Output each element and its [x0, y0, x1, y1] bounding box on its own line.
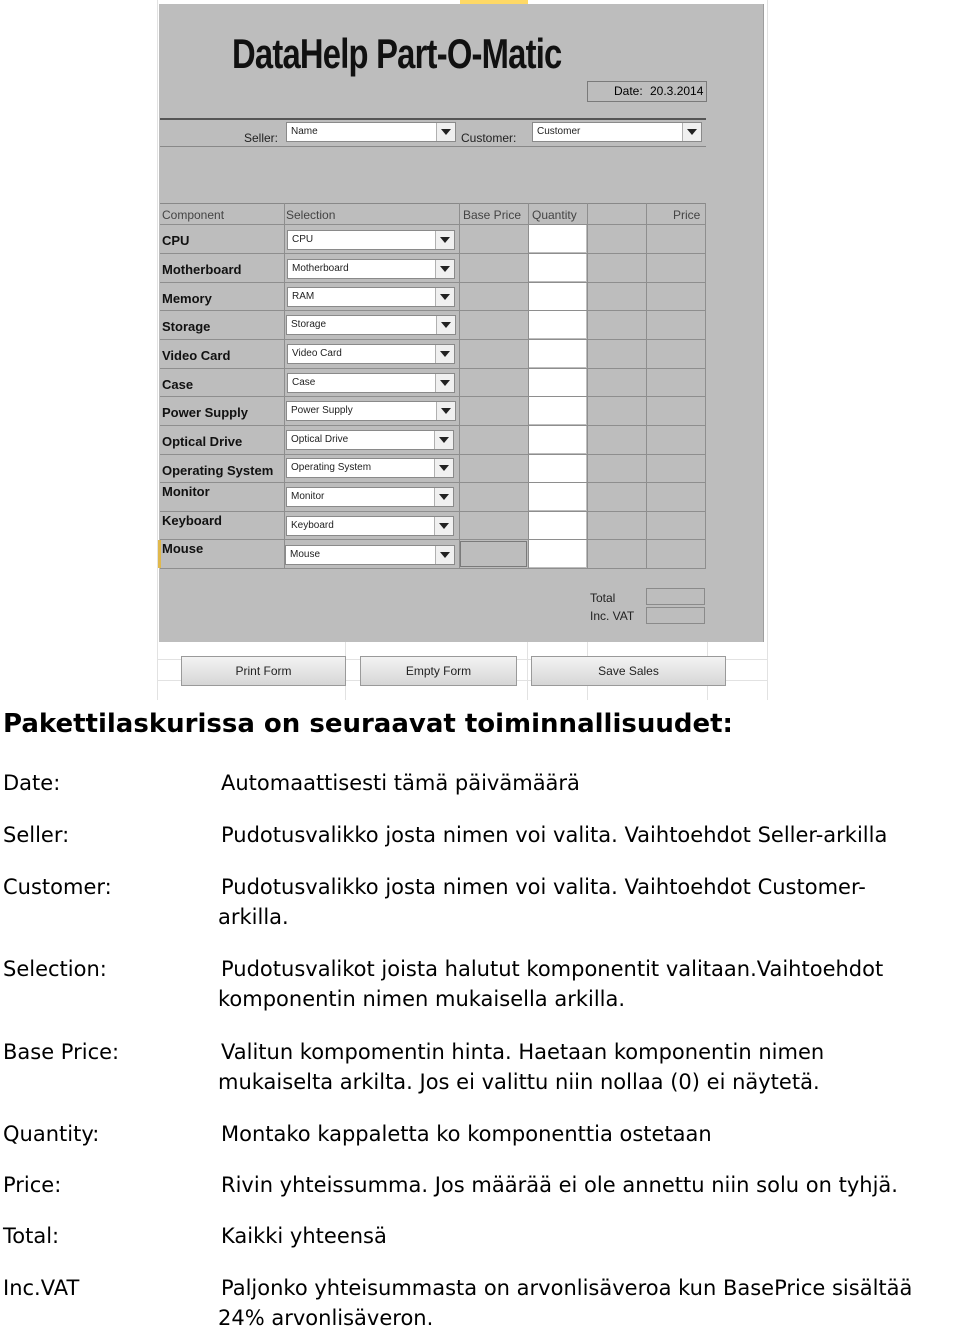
- quantity-cell-storage[interactable]: [529, 311, 586, 338]
- desc-line: Automaattisesti tämä päivämäärä: [221, 771, 580, 795]
- desc-customer: [218, 872, 958, 932]
- column-header-selection: Selection: [286, 208, 336, 222]
- desc-line: Montako kappaletta ko komponenttia ostetaan: [221, 1122, 712, 1146]
- column-separator: [459, 203, 460, 568]
- desc-price: [218, 1170, 958, 1200]
- quantity-cell-power-supply[interactable]: [529, 397, 586, 424]
- customer-label: Customer:: [461, 131, 517, 145]
- chevron-down-icon[interactable]: [435, 374, 454, 392]
- customer-value: Customer: [537, 126, 581, 137]
- selection-dropdown-monitor[interactable]: [286, 487, 454, 507]
- total-cell: [646, 588, 705, 605]
- component-label-power-supply: Power Supply: [162, 405, 248, 420]
- chevron-down-icon[interactable]: [435, 546, 454, 564]
- quantity-cell-operating-system[interactable]: [529, 455, 586, 482]
- desc-line: Kaikki yhteensä: [221, 1224, 387, 1248]
- desc-line: komponentin nimen mukaisella arkilla.: [218, 987, 626, 1011]
- column-separator: [646, 203, 647, 568]
- selection-value: Operating System: [291, 462, 372, 473]
- term-selection: Selection:: [3, 957, 107, 981]
- component-label-monitor: Monitor: [162, 484, 210, 499]
- total-label: Total: [590, 591, 616, 605]
- date-value: 20.3.2014: [650, 84, 704, 98]
- row-line: [160, 396, 706, 397]
- row-line: [160, 454, 706, 455]
- desc-selection: [218, 954, 958, 1014]
- selection-value: Power Supply: [291, 405, 353, 416]
- component-label-motherboard: Motherboard: [162, 262, 242, 277]
- desc-line: Pudotusvalikko josta nimen voi valita. Vaihtoehdot Customer-: [221, 875, 866, 899]
- row-line: [160, 539, 706, 540]
- row-line: [160, 310, 706, 311]
- selection-value: Motherboard: [292, 263, 349, 274]
- chevron-down-icon[interactable]: [435, 231, 454, 249]
- description-heading: Pakettilaskurissa on seuraavat toiminnallisuudet:: [3, 709, 733, 739]
- selection-dropdown-storage[interactable]: [286, 315, 456, 335]
- term-seller: Seller:: [3, 823, 70, 847]
- desc-seller: [218, 820, 958, 850]
- desc-line: 24% arvonlisäveron.: [218, 1306, 434, 1330]
- desc-line: Rivin yhteissumma. Jos määrää ei ole annettu niin solu on tyhjä.: [221, 1173, 898, 1197]
- term-price: Price:: [3, 1173, 62, 1197]
- vat-label: Inc. VAT: [590, 609, 635, 623]
- component-label-mouse: Mouse: [162, 541, 204, 556]
- desc-line: Paljonko yhteisummasta on arvonlisäveroa kun BasePrice sisältää: [221, 1276, 913, 1300]
- selection-dropdown-motherboard[interactable]: [287, 259, 455, 279]
- chevron-down-icon[interactable]: [435, 288, 454, 306]
- selection-value: Monitor: [291, 491, 325, 502]
- seller-label: Seller:: [244, 131, 279, 145]
- desc-date: [218, 768, 958, 798]
- desc-base-price: [218, 1037, 958, 1097]
- chevron-down-icon[interactable]: [434, 431, 453, 449]
- quantity-cell-memory[interactable]: [529, 283, 586, 310]
- form-title: DataHelp Part-O-Matic: [232, 30, 562, 77]
- chevron-down-icon[interactable]: [436, 402, 455, 420]
- selection-dropdown-cpu[interactable]: [287, 230, 455, 250]
- print-form-button[interactable]: Print Form: [181, 656, 346, 686]
- component-label-case: Case: [162, 377, 194, 392]
- term-base-price: Base Price:: [3, 1040, 120, 1064]
- selection-dropdown-operating-system[interactable]: [286, 458, 454, 478]
- selection-dropdown-memory[interactable]: [287, 287, 455, 307]
- vat-cell: [646, 607, 705, 624]
- desc-line: mukaiselta arkilta. Jos ei valittu niin nollaa (0) ei näytetä.: [218, 1070, 820, 1094]
- desc-line: Pudotusvalikko josta nimen voi valita. Vaihtoehdot Seller-arkilla: [221, 823, 888, 847]
- row-line: [160, 339, 706, 340]
- customer-dropdown[interactable]: [532, 122, 702, 142]
- quantity-cell-case[interactable]: [529, 369, 586, 396]
- seller-dropdown[interactable]: [286, 122, 456, 142]
- selection-dropdown-keyboard[interactable]: [286, 516, 454, 536]
- row-line: [160, 282, 706, 283]
- selection-value: Mouse: [290, 549, 321, 560]
- row-line: [160, 425, 706, 426]
- desc-total: [218, 1221, 958, 1251]
- chevron-down-icon[interactable]: [434, 488, 453, 506]
- quantity-cell-monitor[interactable]: [529, 483, 586, 510]
- column-header-price: Price: [673, 208, 701, 222]
- quantity-cell-keyboard[interactable]: [529, 512, 586, 539]
- column-header-base-price: Base Price: [463, 208, 522, 222]
- quantity-cell-video-card[interactable]: [529, 340, 586, 367]
- save-sales-button[interactable]: Save Sales: [531, 656, 726, 686]
- selection-value: Video Card: [292, 348, 342, 359]
- desc-line: Valitun kompomentin hinta. Haetaan komponentin nimen: [221, 1040, 825, 1064]
- quantity-cell-cpu[interactable]: [529, 225, 586, 252]
- selection-dropdown-mouse[interactable]: [285, 545, 455, 565]
- component-label-cpu: CPU: [162, 233, 190, 248]
- chevron-down-icon[interactable]: [434, 459, 453, 477]
- desc-quantity: [218, 1119, 958, 1149]
- term-total: Total:: [3, 1224, 60, 1248]
- column-header-quantity: Quantity: [532, 208, 577, 222]
- selection-dropdown-power-supply[interactable]: [286, 401, 456, 421]
- selection-value: CPU: [292, 234, 314, 245]
- component-label-operating-system: Operating System: [162, 463, 274, 478]
- column-header-component: Component: [162, 208, 225, 222]
- table-top-border: [160, 203, 706, 204]
- selection-dropdown-optical-drive[interactable]: [286, 430, 454, 450]
- quantity-cell-motherboard[interactable]: [529, 254, 586, 281]
- chevron-down-icon[interactable]: [682, 123, 701, 141]
- quantity-cell-optical-drive[interactable]: [529, 426, 586, 453]
- term-customer: Customer:: [3, 875, 112, 899]
- date-cell: [587, 81, 707, 102]
- row-line: [160, 482, 706, 483]
- selection-value: RAM: [292, 291, 315, 302]
- column-separator: [284, 203, 285, 568]
- row-line: [160, 511, 706, 512]
- base-price-cell-mouse[interactable]: [460, 541, 527, 567]
- selection-value: Optical Drive: [291, 434, 349, 445]
- chevron-down-icon[interactable]: [434, 517, 453, 535]
- component-label-memory: Memory: [162, 291, 212, 306]
- selection-dropdown-case[interactable]: [287, 373, 455, 393]
- header-divider: [160, 118, 706, 120]
- row-line: [160, 368, 706, 369]
- empty-form-button[interactable]: Empty Form: [360, 656, 517, 686]
- component-label-storage: Storage: [162, 319, 211, 334]
- component-label-optical-drive: Optical Drive: [162, 434, 243, 449]
- chevron-down-icon[interactable]: [436, 316, 455, 334]
- desc-line: Pudotusvalikot joista halutut komponentit valitaan.Vaihtoehdot: [221, 957, 884, 981]
- chevron-down-icon[interactable]: [435, 260, 454, 278]
- column-separator: [705, 203, 706, 568]
- desc-inc-vat: [218, 1273, 958, 1333]
- term-date: Date:: [3, 771, 61, 795]
- desc-line: arkilla.: [218, 905, 289, 929]
- row-line: [160, 568, 706, 569]
- row-line: [160, 253, 706, 254]
- term-inc-vat: Inc.VAT: [3, 1276, 80, 1300]
- selection-dropdown-video-card[interactable]: [287, 344, 455, 364]
- component-label-video-card: Video Card: [162, 348, 231, 363]
- chevron-down-icon[interactable]: [436, 123, 455, 141]
- column-separator: [587, 203, 588, 568]
- component-label-keyboard: Keyboard: [162, 513, 222, 528]
- active-row-marker: [158, 540, 161, 568]
- header-divider-lower: [160, 146, 706, 147]
- selection-value: Case: [292, 377, 316, 388]
- selection-value: Storage: [291, 319, 327, 330]
- chevron-down-icon[interactable]: [435, 345, 454, 363]
- seller-value: Name: [291, 126, 318, 137]
- date-label: Date:: [614, 84, 643, 98]
- selection-value: Keyboard: [291, 520, 334, 531]
- term-quantity: Quantity:: [3, 1122, 100, 1146]
- row-line: [160, 224, 706, 225]
- quantity-cell-mouse[interactable]: [529, 540, 586, 567]
